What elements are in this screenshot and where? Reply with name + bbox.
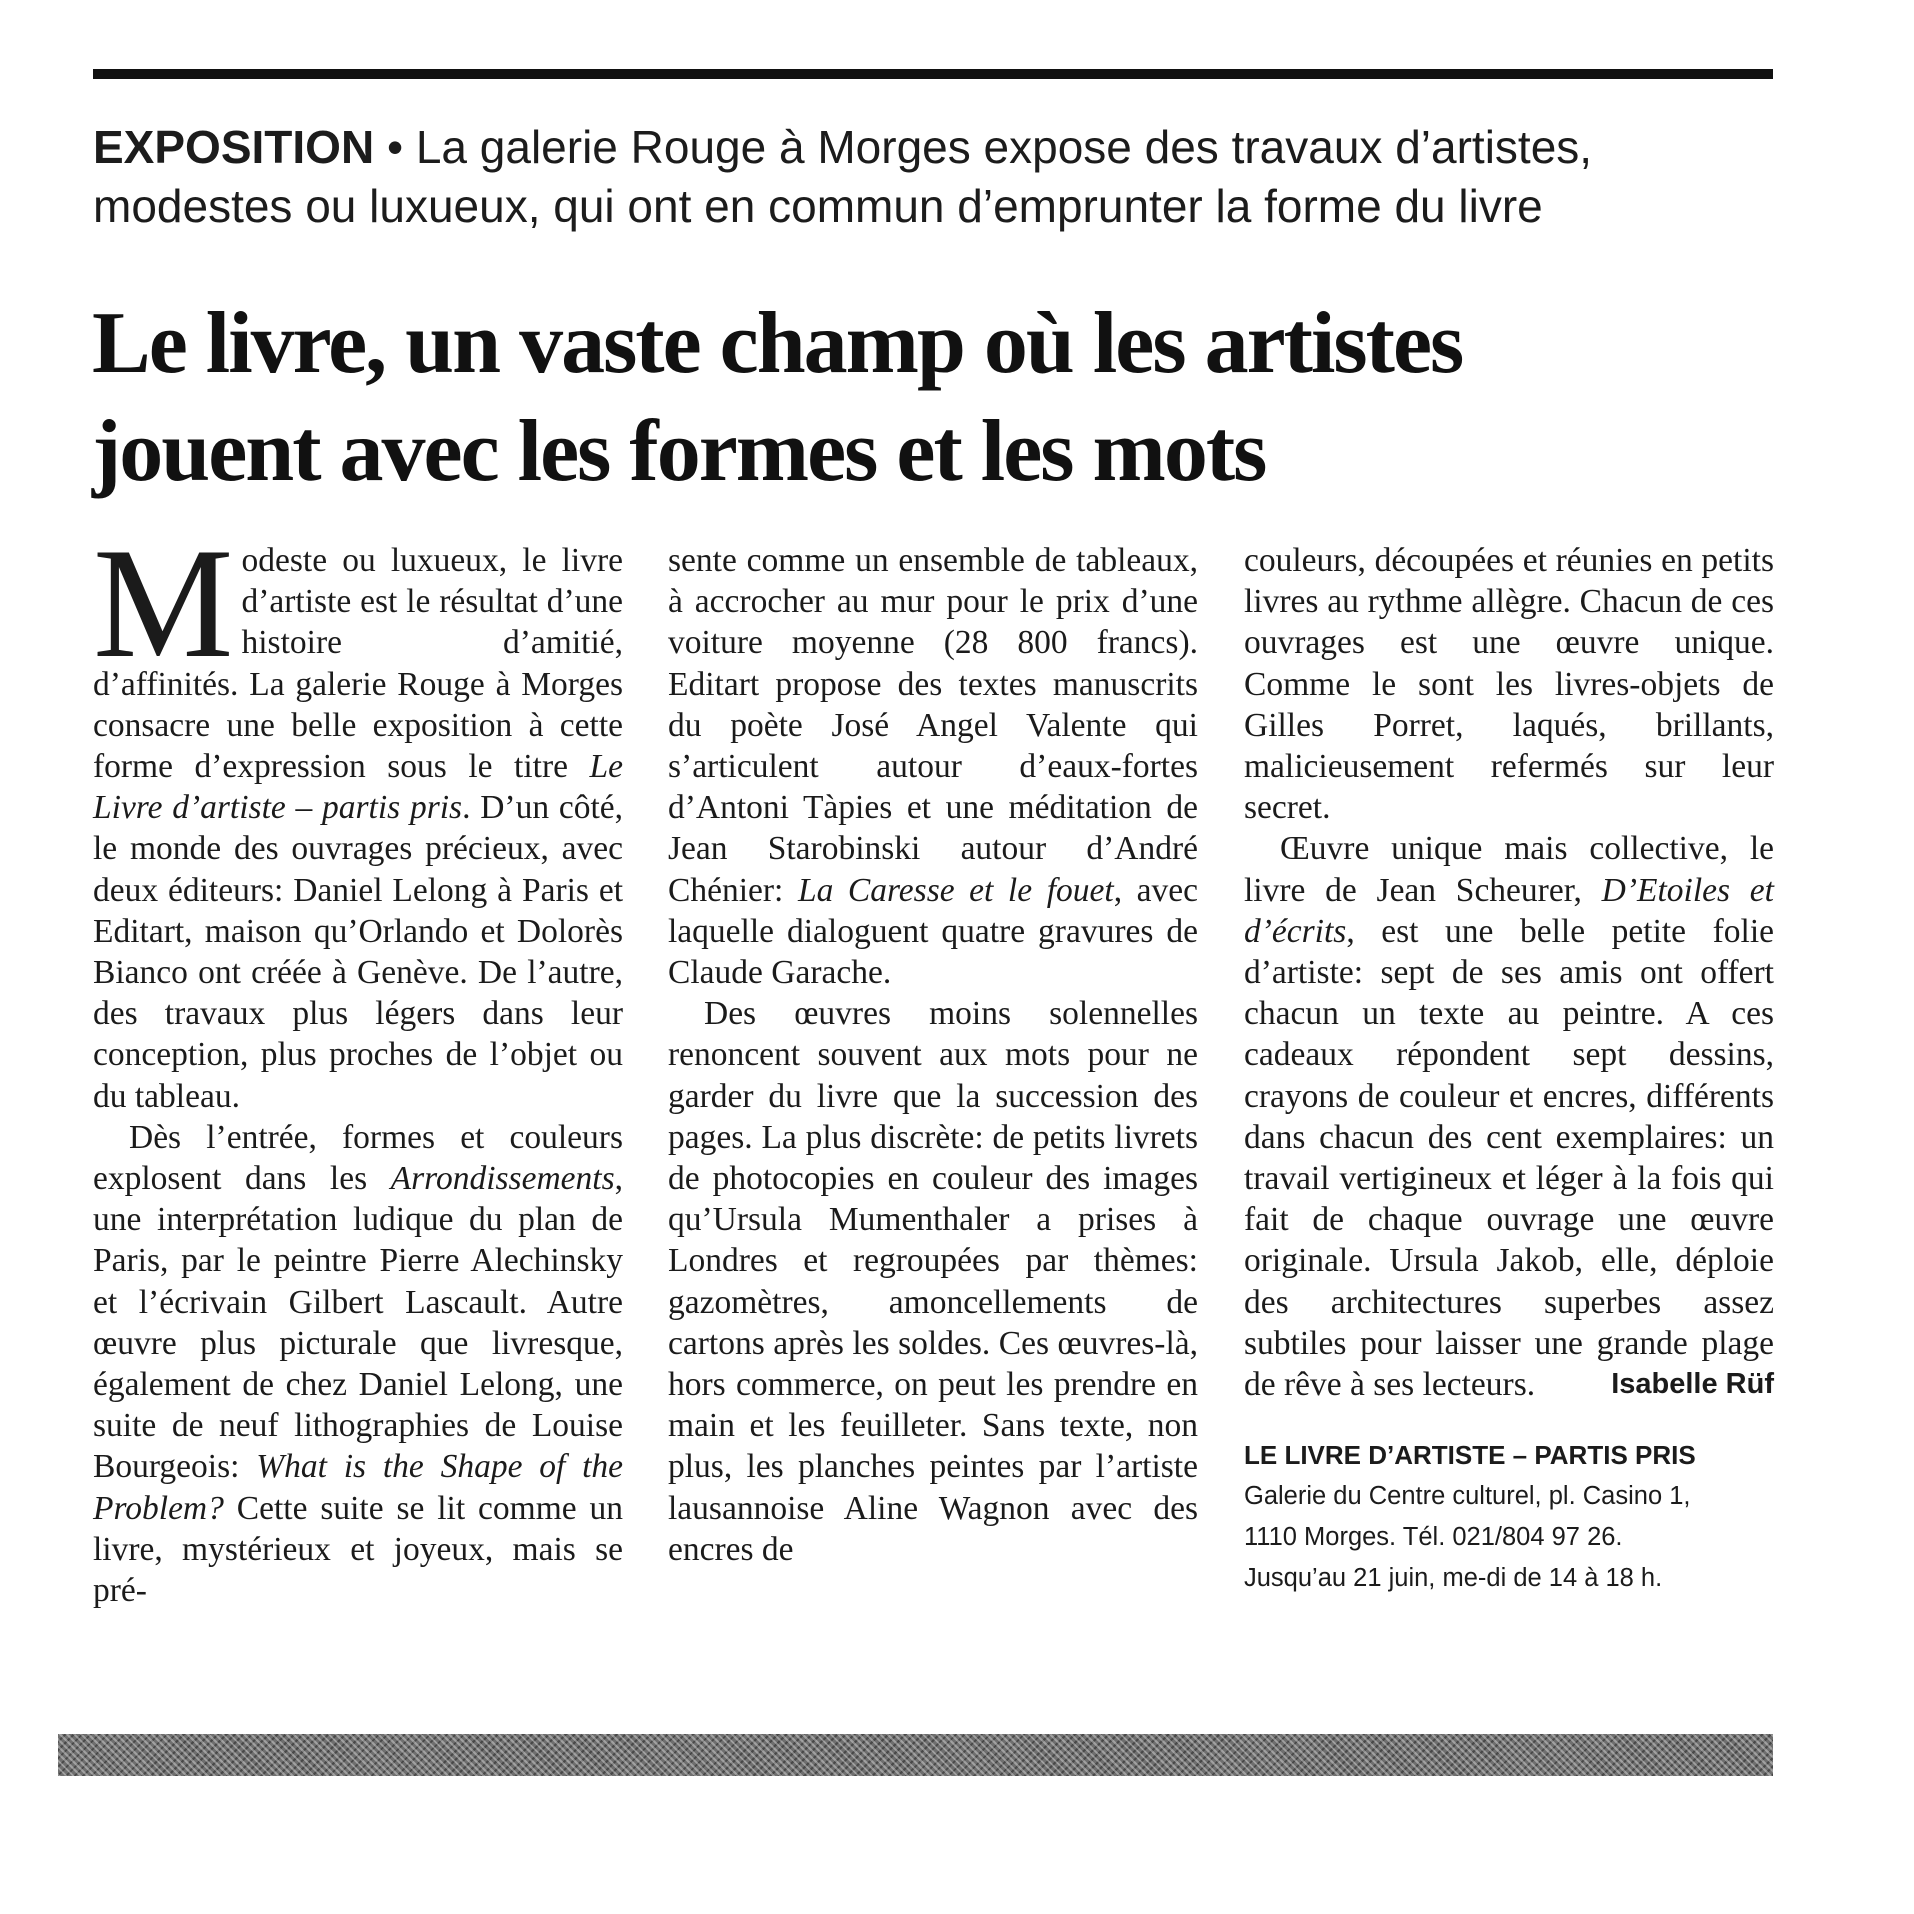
top-rule xyxy=(93,69,1773,79)
headline-line-1: Le livre, un vaste champ où les artistes xyxy=(92,295,1463,392)
work-title-arrondissements: Arrondissements xyxy=(390,1160,615,1198)
kicker xyxy=(93,118,1793,236)
article-paragraph-3-cont: couleurs, découpées et réunies en petits livres au rythme allègre. Chacun de ces ouvrages est une œuvre unique. Comme le sont les livres-objets de Gilles Porret, laqués, brillants, malicieusement refermés sur leur secret. xyxy=(1244,542,1774,827)
article-text: . D’un côté, le monde des ouvrages précieux, avec deux éditeurs: Daniel Lelong à Paris et Editart, maison qu’Orlando et Dolorès Bianco ont créée à Genève. De l’autre, des travaux plus légers dans leur conception, plus proches de l’objet ou du tableau. xyxy=(93,789,623,1115)
article-text: odeste ou luxueux, le livre d’artiste est le résultat d’une histoire d’amitié, d’affinités. La galerie Rouge à Morges consacre une belle exposition à cette forme d’expression sous le titre xyxy=(93,542,623,786)
article-paragraph-4 xyxy=(1244,828,1774,1405)
byline: Isabelle Rüf xyxy=(1611,1368,1774,1401)
kicker-text: La galerie Rouge à Morges expose des travaux d’artistes, modestes ou luxueux, qui ont en commun d’emprunter la forme du livre xyxy=(93,121,1593,232)
work-title-etoiles: D’Etoiles et d’écrits xyxy=(1244,871,1774,950)
kicker-separator: • xyxy=(374,121,416,173)
article-column-1 xyxy=(93,516,624,1611)
exhibition-title: Le Livre d’artiste – partis pris xyxy=(93,748,623,827)
article-text: , est une belle petite folie d’artiste: sept de ses amis ont offert chacun un texte au peintre. A ces cadeaux répondent sept dessins, crayons de couleur et encres, différents dans chacun des cent exemplaires: un travail vertigineux et léger à la fois qui fait de chaque ouvrage une œuvre originale. Ursula Jakob, elle, déploie des architectures superbes assez subtiles pour laisser une grande plage de rêve à ses lecteurs. xyxy=(1244,912,1774,1404)
exhibition-info xyxy=(1244,1435,1774,1599)
drop-cap: M xyxy=(93,516,234,691)
article-text: , une interprétation ludique du plan de Paris, par le peintre Pierre Alechinsky et l’écrivain Gilbert Lascault. Autre œuvre plus picturale que livresque, également de chez Daniel Lelong, une suite de neuf lithographies de Louise Bourgeois: xyxy=(93,1160,623,1486)
work-title-shape-problem: What is the Shape of the Problem? xyxy=(93,1448,624,1527)
article-paragraph-2-cont: sente comme un ensemble de tableaux, à accrocher au mur pour le prix d’une voiture moyenne (28 800 francs). Editart propose des textes manuscrits du poète José Angel Valente qui s’articulent autour d’eaux-fortes d’Antoni Tàpies et une méditation de Jean Starobinski autour d’André Chénier: La Caresse et le fouet, avec laquelle dialoguent quatre gravures de Claude Garache. xyxy=(668,542,1198,992)
article-column-3 xyxy=(1244,540,1774,1599)
exhibition-info-title: LE LIVRE D’ARTISTE – PARTIS PRIS xyxy=(1244,1440,1696,1471)
headline-line-2: jouent avec les formes et les mots xyxy=(92,403,1266,500)
exhibition-info-dates: Jusqu’au 21 juin, me-di de 14 à 18 h. xyxy=(1244,1564,1663,1593)
work-title-caresse: La Caresse et le fouet xyxy=(797,871,1114,909)
article-text: Dès l’entrée, formes et couleurs explosent dans les xyxy=(93,1118,623,1198)
article-paragraph-1 xyxy=(93,516,623,1117)
exhibition-info-phone: 1110 Morges. Tél. 021/804 97 26. xyxy=(1244,1523,1623,1552)
article-column-2 xyxy=(668,540,1198,1570)
article-text: Œuvre unique mais collective, le livre de Jean Scheurer, xyxy=(1244,830,1774,909)
kicker-label: EXPOSITION xyxy=(93,121,375,173)
article-text: Cette suite se lit comme un livre, mystérieux et joyeux, mais se pré- xyxy=(93,1489,623,1610)
article-paragraph-2-start xyxy=(93,1117,623,1611)
headline xyxy=(92,290,1792,506)
exhibition-info-address: Galerie du Centre culturel, pl. Casino 1, xyxy=(1244,1482,1691,1511)
halftone-band xyxy=(58,1734,1773,1776)
article-paragraph-3: Des œuvres moins solennelles renoncent souvent aux mots pour ne garder du livre que la succession des pages. La plus discrète: de petits livrets de photocopies en couleur des images qu’Ursula Mumenthaler a prises à Londres et regroupées par thèmes: gazomètres, amoncellements de cartons après les soldes. Ces œuvres-là, hors commerce, on peut les prendre en main et les feuilleter. Sans texte, non plus, les planches peintes par l’artiste lausannoise Aline Wagnon avec des encres de xyxy=(668,995,1198,1568)
